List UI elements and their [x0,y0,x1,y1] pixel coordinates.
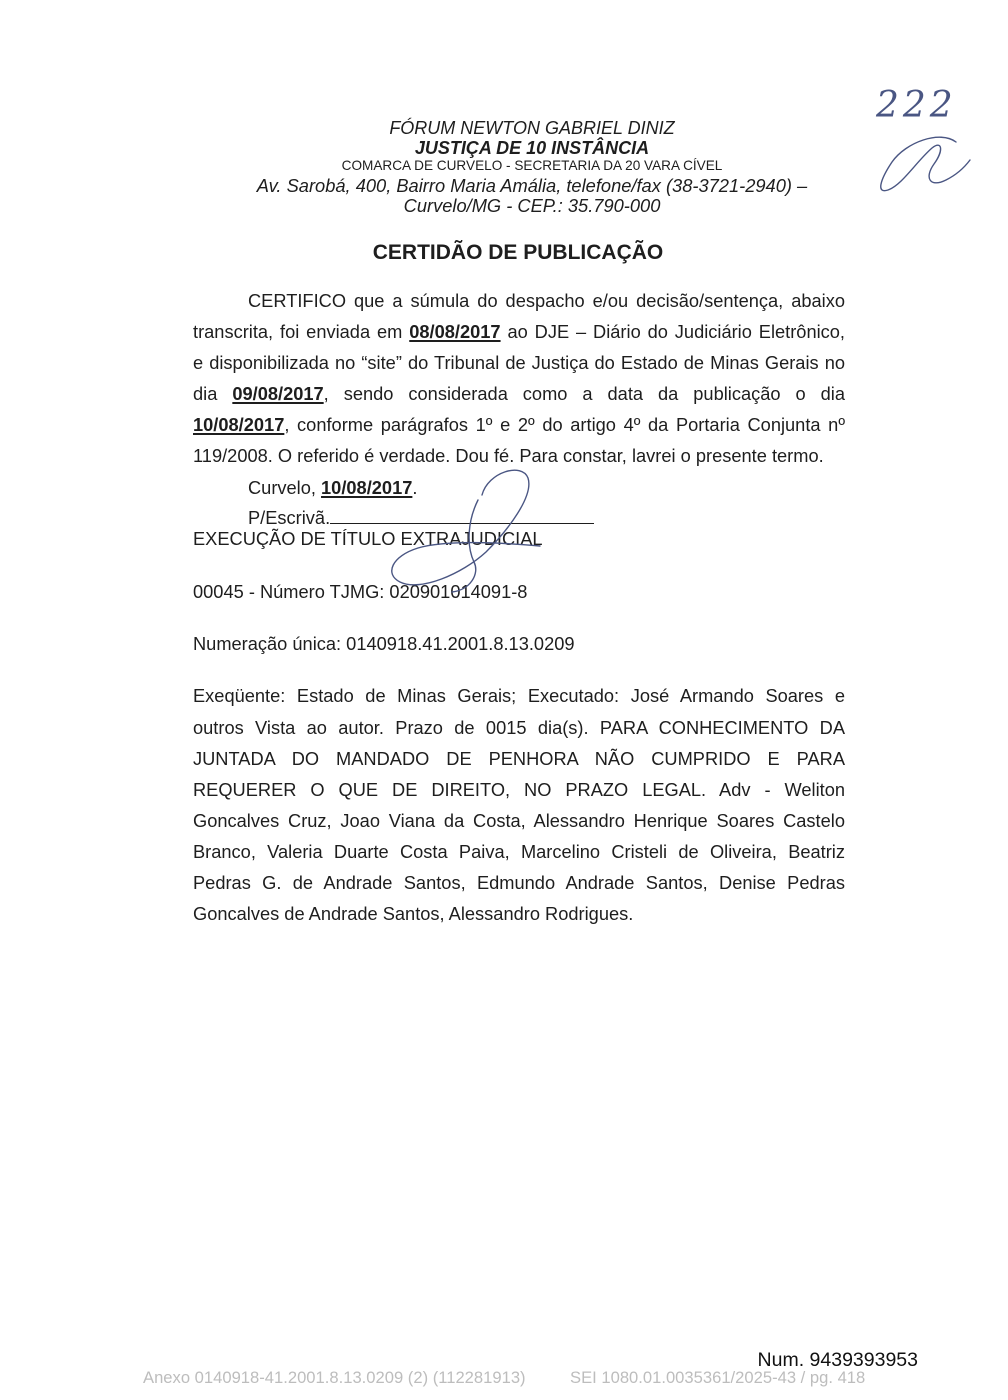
certificate-line [193,285,845,316]
certificate-line [193,409,845,440]
case-action-type: EXECUÇÃO DE TÍTULO EXTRAJUDICIAL [193,527,543,549]
place-prefix: Curvelo, [248,476,322,498]
signature-label: P/Escrivã. [248,506,331,528]
line-text: JUNTADA DO MANDADO DE PENHORA NÃO CUMPRIDO E PARA [193,747,845,769]
certificate-line [193,347,845,378]
certificate-paragraph [193,285,845,471]
court-address: Av. Sarobá, 400, Bairro Maria Amália, telefone/fax (38-3721-2940) – [256,175,808,196]
certificate-line [193,316,845,347]
dispatch-line [193,712,845,743]
court-city-zip: Curvelo/MG - CEP.: 35.790-000 [403,195,661,216]
line-text: Exeqüente: Estado de Minas Gerais; Executado: José Armando Soares e [193,685,845,707]
dispatch-line [193,867,845,898]
line-text: transcrita, foi enviada em [193,320,410,342]
clerk-signature [380,458,555,603]
line-text: outros Vista ao autor. Prazo de 0015 dia(s). PARA CONHECIMENTO DA [193,716,845,738]
dje-sent-date: 08/08/2017 [409,320,501,342]
tjmg-number: 00045 - Número TJMG: 020901014091-8 [193,580,528,602]
dispatch-line [193,805,845,836]
line-text: Goncalves de Andrade Santos, Alessandro Rodrigues. [193,903,634,925]
dispatch-line [193,836,845,867]
line-text: e disponibilizada no “site” do Tribunal de Justiça do Estado de Minas Gerais no [193,351,845,373]
line-text: CERTIFICO que a súmula do despacho e/ou decisão/sentença, abaixo [248,289,845,311]
handwritten-page-number: 222 [876,85,957,126]
publication-date: 10/08/2017 [193,413,285,435]
place-date-value: 10/08/2017 [321,476,413,498]
dispatch-line [193,898,845,929]
document-title: CERTIDÃO DE PUBLICAÇÃO [372,241,664,264]
line-text: Branco, Valeria Duarte Costa Paiva, Marcelino Cristeli de Oliveira, Beatriz [193,841,845,863]
court-secretariat: COMARCA DE CURVELO - SECRETARIA DA 20 VARA CÍVEL [341,158,723,173]
place-suffix: . [412,476,418,498]
signature-stroke [392,470,540,585]
dispatch-paragraph [193,680,845,929]
initials-stroke [881,137,970,190]
line-text: 119/2008. O referido é verdade. Dou fé. Para constar, lavrei o presente termo. [193,444,824,466]
sei-reference: SEI 1080.01.0035361/2025-43 / pg. 418 [570,1368,866,1387]
line-text: , sendo considerada como a data da publicação o dia [323,382,845,404]
line-text: Pedras G. de Andrade Santos, Edmundo Andrade Santos, Denise Pedras [193,872,845,894]
line-text: ao DJE – Diário do Judiciário Eletrônico, [500,320,845,342]
availability-date: 09/08/2017 [232,382,324,404]
line-text: dia [193,382,233,404]
line-text: Goncalves Cruz, Joao Viana da Costa, Alessandro Henrique Soares Castelo [193,809,845,831]
forum-name: FÓRUM NEWTON GABRIEL DINIZ [389,118,675,138]
annex-reference: Anexo 0140918-41.2001.8.13.0209 (2) (112281913) [143,1368,526,1387]
unique-case-number: Numeração única: 0140918.41.2001.8.13.0209 [193,632,575,654]
signature-stroke [452,500,478,592]
document-number: Num. 9439393953 [757,1349,918,1371]
certificate-line [193,378,845,409]
dispatch-line [193,743,845,774]
line-text: REQUERER O QUE DE DIREITO, NO PRAZO LEGAL. Adv - Weliton [193,778,845,800]
court-instance: JUSTIÇA DE 10 INSTÂNCIA [414,138,650,158]
dispatch-line [193,680,845,711]
dispatch-line [193,774,845,805]
line-text: , conforme parágrafos 1º e 2º do artigo 4º da Portaria Conjunta nº [284,413,845,435]
